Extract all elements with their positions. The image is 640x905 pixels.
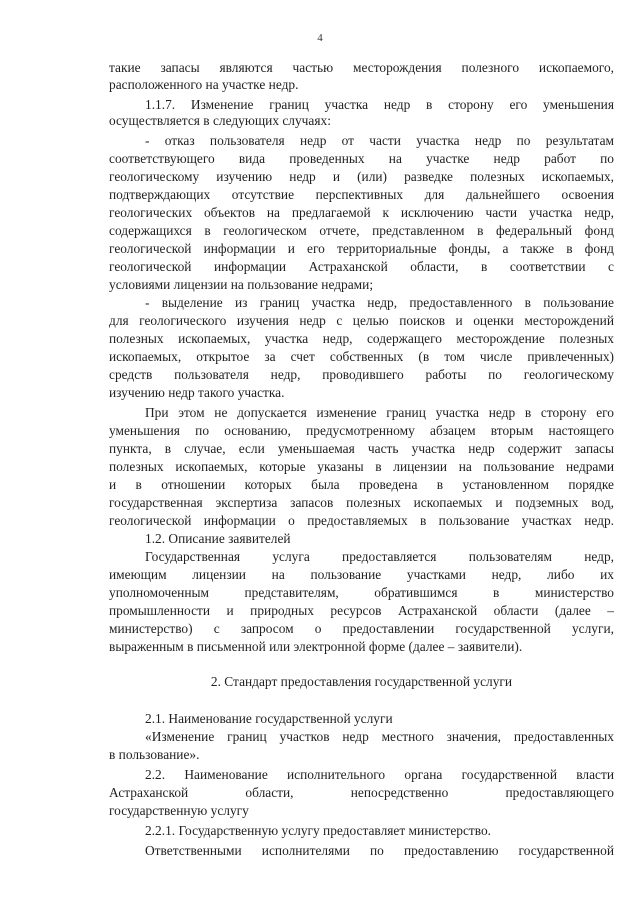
text-line: средств пользователя недр, проводившего работы по геологическому	[109, 367, 614, 382]
text-line: такие запасы являются частью месторождения полезного ископаемого,	[109, 60, 614, 75]
text-line: расположенного на участке недр.	[109, 77, 299, 92]
text-line: геологической информации и его территориальные фонды, а также в фонд	[109, 241, 614, 256]
section-heading: 1.2. Описание заявителей	[145, 531, 291, 546]
text-line: полезных ископаемых, которые указаны в лицензии на пользование недрами	[109, 459, 614, 474]
text-line: подтверждающих отсутствие перспективных для дальнейшего освоения	[109, 187, 614, 202]
text-line: 1.1.7. Изменение границ участка недр в сторону его уменьшения	[145, 97, 614, 112]
chapter-heading: 2. Стандарт предоставления государственной услуги	[210, 674, 513, 689]
text-line: геологических объектов на предлагаемой к исключению части участка недр,	[109, 205, 614, 220]
text-line: осуществляется в следующих случаях:	[109, 113, 331, 128]
text-line: 2.2.1. Государственную услугу предоставляет министерство.	[145, 823, 492, 838]
text-line: уполномоченным представителям, обратившимся в министерство	[109, 585, 614, 600]
text-line: министерство) с запросом о предоставлении государственной услуги,	[109, 621, 614, 636]
page-number: 4	[317, 32, 323, 44]
text-line: уменьшения по основанию, предусмотренному абзацем вторым настоящего	[109, 423, 614, 438]
section-heading: 2.1. Наименование государственной услуги	[145, 711, 393, 726]
text-line: содержащихся в геологическом отчете, представленном в федеральный фонд	[109, 223, 614, 238]
text-line: При этом не допускается изменение границ участка недр в сторону его	[145, 405, 614, 420]
text-line: полезных ископаемых, участка недр, содержащего месторождение полезных	[109, 331, 614, 346]
text-line: условиями лицензии на пользование недрами;	[109, 277, 374, 292]
text-line: государственную услугу	[109, 803, 249, 818]
text-line: ископаемых, открытое за счет собственных (в том числе привлеченных)	[109, 349, 614, 364]
text-line: соответствующего вида проведенных на участке недр работ по	[109, 151, 614, 166]
text-line: - выделение из границ участка недр, предоставленного в пользование	[145, 295, 614, 310]
text-line: геологической информации Астраханской области, в соответствии с	[109, 259, 614, 274]
text-line: имеющим лицензии на пользование участками недр, либо их	[109, 567, 614, 582]
text-line: «Изменение границ участков недр местного значения, предоставленных	[145, 729, 614, 744]
text-line: изучению недр такого участка.	[109, 385, 285, 400]
text-line: Астраханской области, непосредственно предоставляющего	[109, 785, 614, 800]
text-line: геологической информации о предоставляемых в пользование участках недр.	[109, 513, 614, 528]
text-line: промышленности и природных ресурсов Астраханской области (далее –	[109, 603, 614, 618]
text-line: Государственная услуга предоставляется пользователям недр,	[145, 549, 614, 564]
text-line: государственная экспертиза запасов полезных ископаемых и подземных вод,	[109, 495, 614, 510]
text-line: пункта, в случае, если уменьшаемая часть участка недр содержит запасы	[109, 441, 614, 456]
text-line: геологическому изучению недр и (или) разведке полезных ископаемых,	[109, 169, 614, 184]
text-line: в пользование».	[109, 747, 200, 762]
text-line: выраженным в письменной или электронной форме (далее – заявители).	[109, 639, 523, 654]
section-heading: 2.2. Наименование исполнительного органа государственной власти	[145, 767, 614, 782]
text-line: - отказ пользователя недр от части участка недр по результатам	[145, 133, 614, 148]
text-line: Ответственными исполнителями по предоставлению государственной	[145, 843, 614, 858]
text-line: и в отношении которых была проведена в установленном порядке	[109, 477, 614, 492]
text-line: для геологического изучения недр с целью поисков и оценки месторождений	[109, 313, 614, 328]
